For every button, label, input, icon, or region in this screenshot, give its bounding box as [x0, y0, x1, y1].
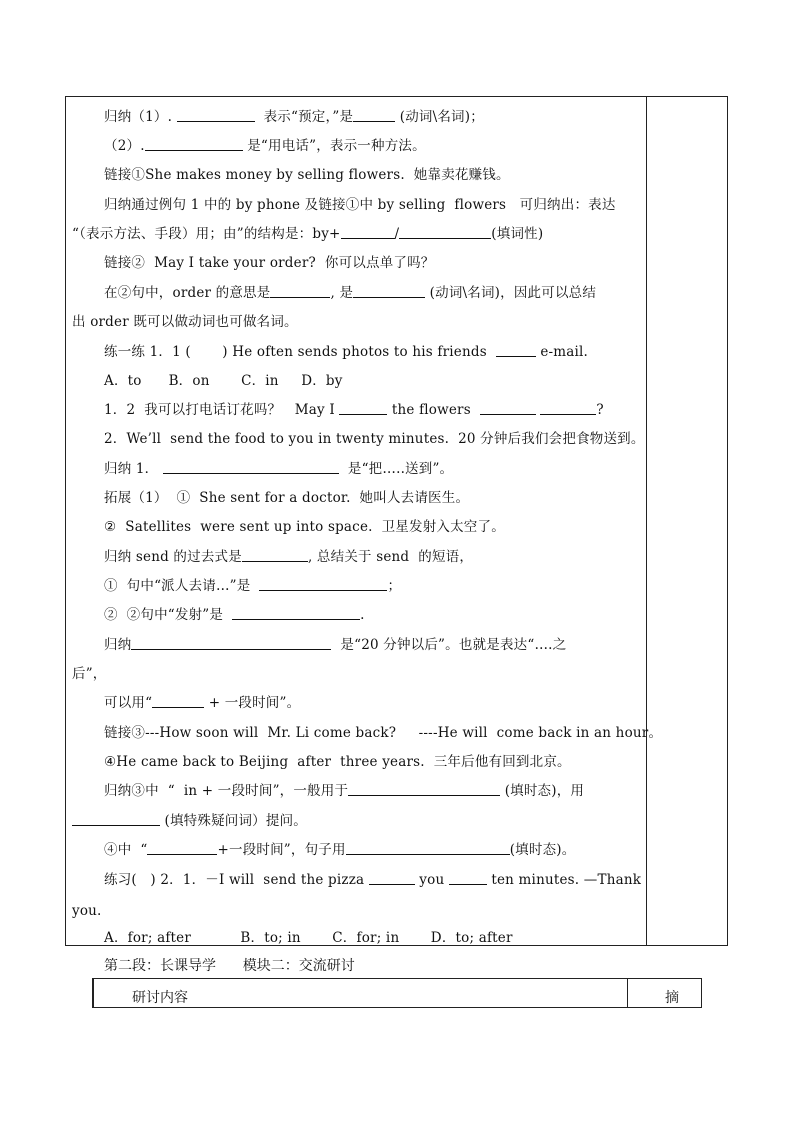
text-line: 1．2 我可以打电话订花吗？ May I the flowers ?	[104, 402, 604, 418]
table-column-divider	[627, 979, 628, 1007]
text-line: 归纳 是“20 分钟以后”。也就是表达“….之	[104, 637, 567, 653]
text-line: ④He came back to Beijing after three years. 三年后他有回到北京。	[104, 754, 571, 770]
text-line: 链接①She makes money by selling flowers. 她靠卖花赚钱。	[104, 167, 510, 183]
text-line: “（表示方法、手段）用；由”的结构是：by+ / (填词性)	[72, 226, 544, 242]
answer-options: A．to B．on C．in D．by	[104, 373, 343, 389]
text-line: 归纳 send 的过去式是 , 总结关于 send 的短语，	[104, 549, 474, 565]
text-line: ④中 “ +一段时间”，句子用 (填时态)。	[104, 842, 576, 858]
text-line: (填特殊疑问词）提问。	[72, 812, 640, 830]
text-line: 练习( ) 2．1．－I will send the pizza you ten minutes. —Thank	[104, 872, 642, 888]
notes-column-divider	[646, 97, 647, 945]
answer-options: A．for; after B．to; in C．for; in D．to; after	[104, 930, 513, 946]
text-line: you.	[72, 903, 102, 919]
text-line: 后”，	[72, 666, 107, 682]
table-header-notes: 摘	[665, 990, 679, 1006]
text-line: 拓展（1） ① She sent for a doctor. 她叫人去请医生。	[104, 490, 470, 506]
text-line: 链接③---How soon will Mr. Li come back? ----He will come back in an hour。	[104, 725, 663, 741]
text-line: 在②句中，order 的意思是 , 是 (动词\名词)，因此可以总结	[104, 285, 597, 301]
section-title: 第二段：长课导学 模块二：交流研讨	[104, 958, 355, 974]
text-line: ② ②句中“发射”是 .	[104, 607, 365, 623]
text-line: （2）. 是“用电话”，表示一种方法。	[104, 138, 426, 154]
text-line: 归纳 1． 是“把…..送到”。	[104, 461, 454, 477]
text-line: 可以用“ + 一段时间”。	[104, 695, 301, 711]
text-line: 练一练 1．1 ( ) He often sends photos to his friends e-mail.	[104, 344, 589, 360]
discussion-table	[92, 978, 702, 1008]
text-line: 归纳（1）. 表示“预定，”是 (动词\名词)；	[104, 109, 484, 125]
table-header-content: 研讨内容	[132, 990, 188, 1006]
text-line: 归纳通过例句 1 中的 by phone 及链接①中 by selling flowers 可归纳出：表达	[104, 197, 616, 213]
text-line: ② Satellites were sent up into space. 卫星发射入太空了。	[104, 519, 505, 535]
text-line: 链接② May I take your order? 你可以点单了吗？	[104, 255, 435, 271]
text-line: ① 句中“派人去请…”是 ；	[104, 578, 402, 594]
text-line: 归纳③中 “ in + 一段时间”，一般用于 (填时态)，用	[104, 783, 585, 799]
text-line: 2．We’ll send the food to you in twenty minutes. 20 分钟后我们会把食物送到。	[104, 431, 645, 447]
text-line: 出 order 既可以做动词也可做名词。	[72, 314, 298, 330]
